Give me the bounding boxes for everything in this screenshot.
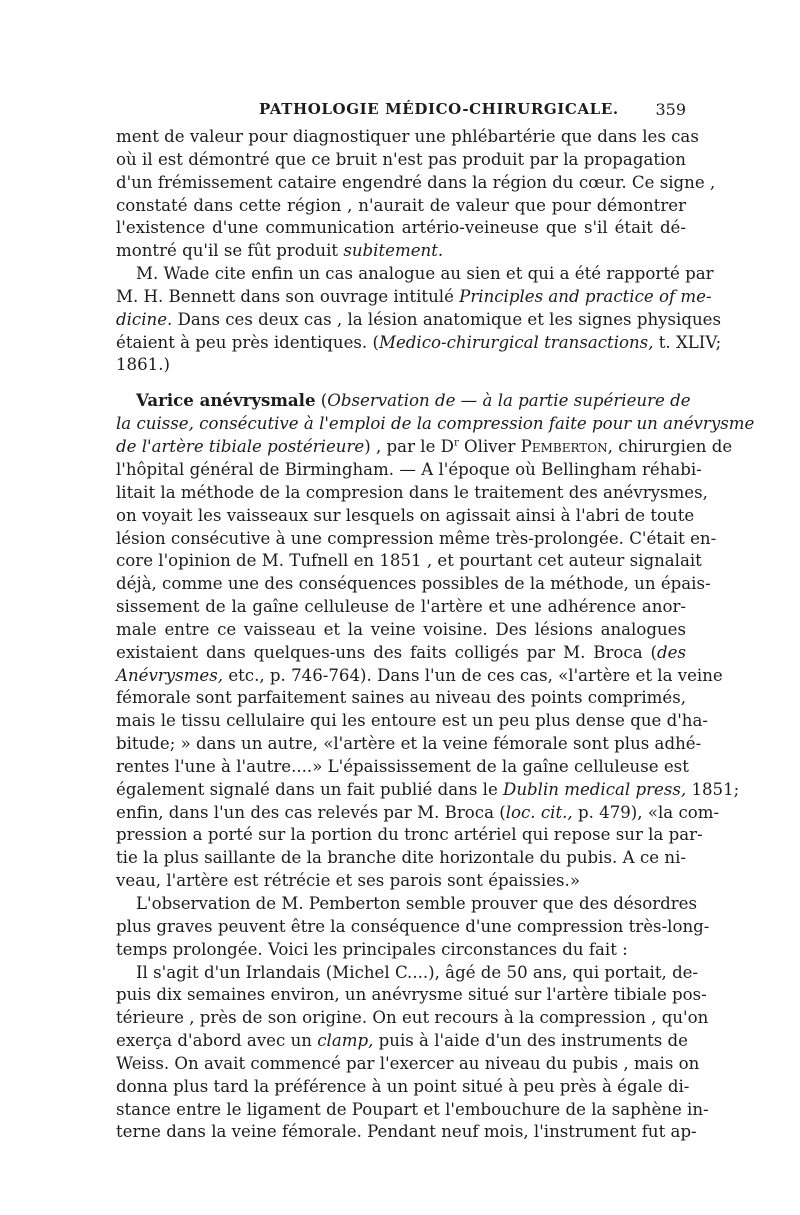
text-segment: ment de valeur pour diagnostiquer une phlébartérie que dans les cas bbox=[116, 127, 699, 146]
italic-text: Medico-chirurgical transactions, bbox=[378, 332, 654, 352]
text-line bbox=[116, 1099, 709, 1122]
text-segment: r bbox=[453, 437, 459, 449]
text-line bbox=[116, 642, 686, 665]
text-segment: temps prolongée. Voici les principales circonstances du fait : bbox=[116, 939, 628, 959]
text-segment: M. Wade cite enfin un cas analogue au sien et qui a été rapporté par bbox=[136, 264, 714, 284]
text-segment: où il est démontré que ce bruit n'est pas produit par la propagation bbox=[116, 149, 686, 169]
text-line bbox=[116, 436, 733, 459]
text-line bbox=[116, 710, 708, 733]
text-line bbox=[116, 573, 711, 596]
italic-text: la cuisse, consécutive à l'emploi de la compression faite pour un anévrysme bbox=[116, 414, 755, 434]
text-segment: plus graves peuvent être la conséquence d'une compression très-long- bbox=[116, 916, 710, 936]
text-segment: puis à l'aide d'un des instruments de bbox=[373, 1031, 689, 1051]
italic-text: loc. cit., bbox=[505, 802, 573, 822]
text-line bbox=[116, 413, 755, 436]
bold-text: Varice anévrysmale bbox=[136, 390, 316, 411]
text-segment: donna plus tard la préférence à un point situé à peu près à égale di- bbox=[116, 1076, 690, 1096]
text-line bbox=[116, 596, 686, 619]
text-line bbox=[116, 195, 686, 218]
text-segment: stance entre le ligament de Poupart et l'embouchure de la saphène in- bbox=[116, 1099, 709, 1119]
text-line bbox=[116, 824, 703, 847]
text-segment: bitude; » dans un autre, «l'artère et la veine fémorale sont plus adhé- bbox=[116, 734, 702, 754]
italic-text: subitement. bbox=[343, 241, 444, 261]
text-line bbox=[116, 870, 686, 893]
text-segment: exerça d'abord avec un bbox=[116, 1031, 318, 1051]
text-segment: ) , par le D bbox=[364, 437, 454, 457]
text-line bbox=[116, 1053, 700, 1076]
text-line bbox=[116, 619, 686, 642]
text-line bbox=[116, 377, 691, 413]
text-segment: 1861.) bbox=[116, 355, 170, 375]
text-line bbox=[116, 332, 722, 355]
text-line bbox=[116, 1076, 690, 1099]
text-segment: déjà, comme une des conséquences possibles de la méthode, un épais- bbox=[116, 574, 711, 594]
text-line bbox=[116, 217, 686, 240]
text-line bbox=[116, 354, 686, 377]
italic-text: Anévrysmes, bbox=[116, 665, 224, 685]
italic-text: dicine. bbox=[116, 309, 173, 329]
text-line bbox=[116, 893, 698, 916]
text-line bbox=[116, 459, 702, 482]
text-line bbox=[116, 505, 695, 528]
text-segment: constaté dans cette région , n'aurait de valeur que pour démontrer bbox=[116, 195, 686, 215]
text-segment: l'hôpital général de Birmingham. — A l'époque où Bellingham réhabi- bbox=[116, 459, 702, 479]
text-segment: terne dans la veine fémorale. Pendant neuf mois, l'instrument fut ap- bbox=[116, 1122, 697, 1142]
text-segment: t. XLIV; bbox=[653, 332, 722, 352]
text-segment: l'existence d'une communication artério-veineuse que s'il était dé- bbox=[116, 218, 686, 238]
text-line bbox=[116, 687, 686, 710]
text-line bbox=[116, 126, 699, 149]
text-line bbox=[116, 984, 707, 1007]
text-line bbox=[116, 149, 686, 172]
text-segment: on voyait les vaisseaux sur lesquels on agissait ainsi à l'abri de toute bbox=[116, 505, 695, 525]
text-segment: d'un frémissement cataire engendré dans la région du cœur. Ce signe , bbox=[116, 172, 716, 192]
text-segment: ( bbox=[315, 391, 328, 411]
text-line bbox=[116, 286, 712, 309]
text-segment: pression a porté sur la portion du tronc artériel qui repose sur la par- bbox=[116, 825, 703, 845]
text-line bbox=[116, 779, 740, 802]
italic-text: de l'artère tibiale postérieure bbox=[116, 437, 365, 457]
body-text bbox=[116, 126, 755, 1144]
text-segment: male entre ce vaisseau et la veine voisine. Des lésions analogues bbox=[116, 619, 686, 639]
text-segment: L'observation de M. Pemberton semble prouver que des désordres bbox=[136, 894, 698, 913]
italic-text: des bbox=[657, 642, 686, 662]
text-line bbox=[116, 309, 721, 332]
text-segment: fémorale sont parfaitement saines au niveau des points comprimés, bbox=[116, 688, 686, 708]
text-line bbox=[116, 665, 723, 688]
text-segment: tie la plus saillante de la branche dite horizontale du pubis. A ce ni- bbox=[116, 848, 686, 868]
text-segment: M. H. Bennett dans son ouvrage intitulé bbox=[116, 286, 460, 306]
text-segment: enfin, dans l'un des cas relevés par M. Broca ( bbox=[116, 802, 506, 822]
text-line bbox=[116, 733, 702, 756]
page-number: 359 bbox=[655, 100, 686, 119]
text-line bbox=[116, 482, 708, 505]
text-line bbox=[116, 550, 702, 573]
page-header bbox=[116, 100, 686, 124]
text-segment: etc., p. 746-764). Dans l'un de ces cas, «l'artère et la veine bbox=[223, 665, 723, 685]
text-line bbox=[116, 528, 717, 551]
text-line bbox=[116, 240, 686, 263]
text-line bbox=[116, 1030, 689, 1053]
text-segment: mais le tissu cellulaire qui les entoure est un peu plus dense que d'ha- bbox=[116, 711, 708, 731]
text-segment: lésion consécutive à une compression même très-prolongée. C'était en- bbox=[116, 528, 717, 548]
text-line bbox=[116, 847, 686, 870]
text-line bbox=[116, 263, 714, 286]
text-segment: Oliver bbox=[458, 437, 521, 457]
text-segment: étaient à peu près identiques. ( bbox=[116, 332, 379, 352]
text-segment: Il s'agit d'un Irlandais (Michel C....), âgé de 50 ans, qui portait, de- bbox=[136, 962, 699, 982]
italic-text: Principles and practice of me- bbox=[459, 286, 712, 306]
text-segment: puis dix semaines environ, un anévrysme situé sur l'artère tibiale pos- bbox=[116, 985, 707, 1005]
running-title: PATHOLOGIE MÉDICO-CHIRURGICALE. bbox=[259, 100, 619, 118]
text-line bbox=[116, 962, 699, 985]
text-segment: également signalé dans un fait publié dans le bbox=[116, 779, 504, 799]
text-segment: térieure , près de son origine. On eut recours à la compression , qu'on bbox=[116, 1008, 709, 1028]
text-segment: Pemberton bbox=[520, 437, 608, 457]
text-segment: core l'opinion de M. Tufnell en 1851 , et pourtant cet auteur signalait bbox=[116, 551, 702, 571]
italic-text: Dublin medical press, bbox=[503, 779, 687, 799]
text-segment: litait la méthode de la compresion dans le traitement des anévrysmes, bbox=[116, 482, 708, 502]
text-segment: 1851; bbox=[686, 779, 740, 799]
text-segment: p. 479), «la com- bbox=[572, 802, 720, 822]
italic-text: clamp, bbox=[317, 1031, 374, 1051]
text-line bbox=[116, 172, 716, 195]
text-line bbox=[116, 802, 720, 825]
text-line bbox=[116, 1007, 709, 1030]
text-segment: existaient dans quelques-uns des faits colligés par M. Broca ( bbox=[116, 642, 658, 662]
text-segment: montré qu'il se fût produit bbox=[116, 241, 344, 261]
text-line bbox=[116, 1121, 697, 1144]
text-line bbox=[116, 939, 686, 962]
italic-text: Observation de — à la partie supérieure de bbox=[327, 391, 691, 411]
text-segment: Dans ces deux cas , la lésion anatomique et les signes physiques bbox=[172, 309, 721, 329]
text-segment: veau, l'artère est rétrécie et ses parois sont épaissies.» bbox=[116, 871, 580, 891]
text-segment: sissement de la gaîne celluleuse de l'artère et une adhérence anor- bbox=[116, 597, 686, 617]
text-segment: Weiss. On avait commencé par l'exercer au niveau du pubis , mais on bbox=[116, 1053, 700, 1073]
text-line bbox=[116, 756, 689, 779]
text-segment: rentes l'une à l'autre....» L'épaississement de la gaîne celluleuse est bbox=[116, 756, 689, 776]
text-line bbox=[116, 916, 710, 939]
text-segment: , chirurgien de bbox=[607, 437, 733, 457]
